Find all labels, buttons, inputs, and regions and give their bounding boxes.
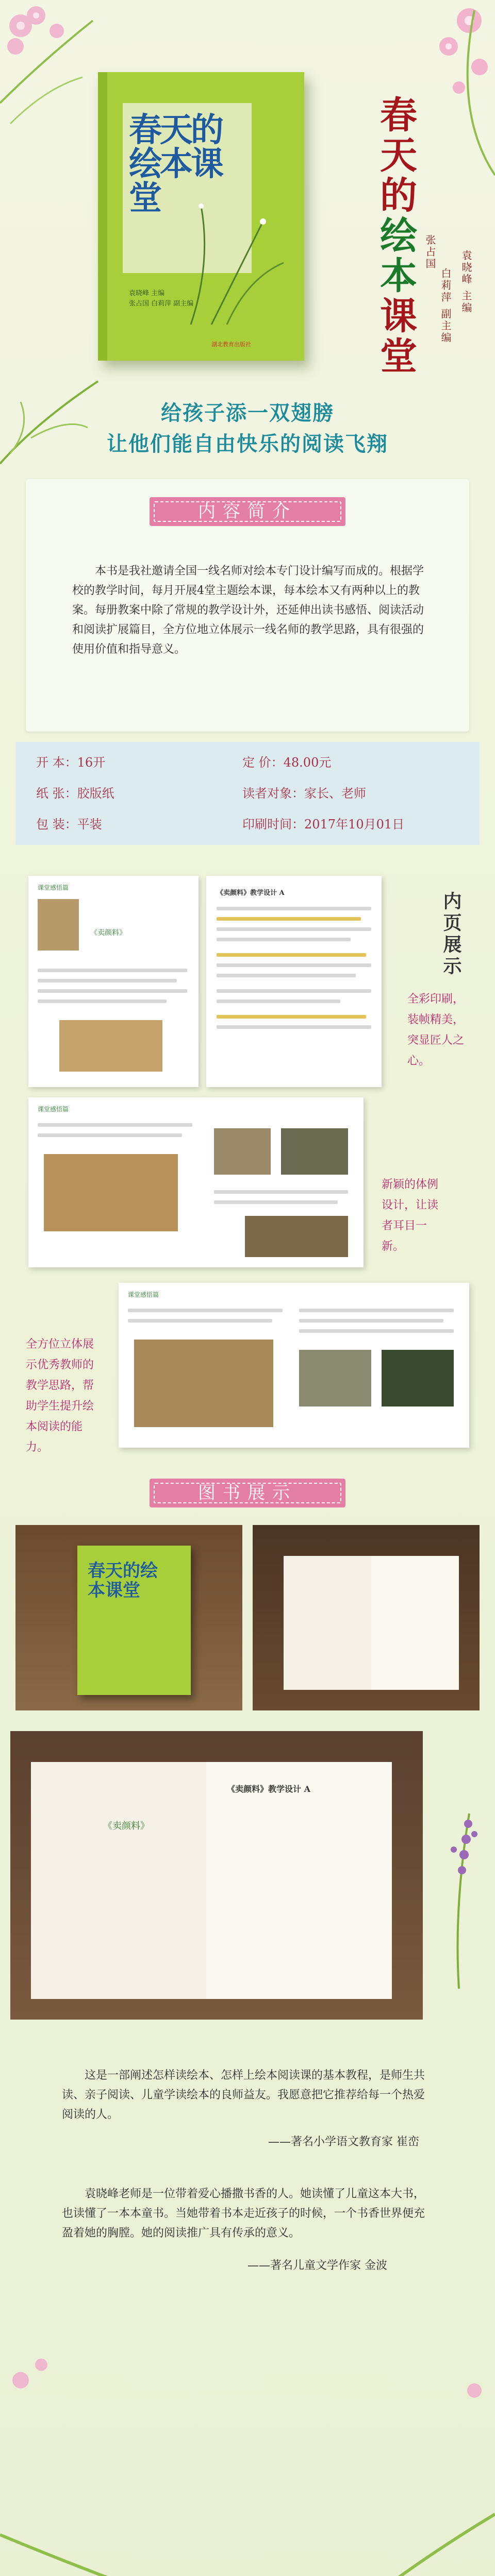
text-line bbox=[214, 1200, 338, 1204]
slogan-line-1: 给孩子添一双翅膀 bbox=[161, 401, 334, 425]
inner-page-4-photo-c bbox=[382, 1350, 454, 1406]
cover-author-line-2: 张占国 白莉萍 副主编 bbox=[129, 300, 194, 308]
intro-heading bbox=[150, 497, 345, 526]
spec-paper: 纸 张：胶版纸 bbox=[36, 786, 114, 801]
text-line bbox=[38, 1133, 182, 1137]
text-line bbox=[217, 953, 366, 957]
text-line bbox=[217, 927, 371, 931]
display-closeup-page-left bbox=[31, 1762, 206, 1999]
inner-page-4-photo-b bbox=[299, 1350, 371, 1406]
inner-note-right-2: 新颖的体例设计，让读者耳目一新。 bbox=[382, 1178, 439, 1253]
text-line bbox=[128, 1319, 272, 1323]
quote-2-text: 袁晓峰老师是一位带着爱心播撒书香的人。她读懂了儿童这本大书，也读懂了一本本童书。当她带着书本走近孩子的时候，一个书香世界便充盈着她的胸膛。她的阅读推广具有传承的意义。 bbox=[62, 2188, 425, 2240]
spec-price: 定 价：48.00元 bbox=[242, 755, 332, 770]
text-line bbox=[217, 938, 351, 941]
leaf-decoration-bottom-icon bbox=[0, 2318, 495, 2576]
vertical-author-2: 张占国 bbox=[424, 234, 436, 270]
text-line bbox=[38, 969, 187, 972]
inner-page-2 bbox=[206, 876, 382, 1087]
text-line bbox=[217, 1025, 371, 1029]
text-line bbox=[214, 1190, 348, 1194]
text-line bbox=[217, 999, 340, 1003]
text-line bbox=[38, 989, 187, 993]
intro-heading-text: 内容简介 bbox=[198, 501, 297, 522]
inner-page-4 bbox=[119, 1283, 469, 1448]
vertical-title-part-c: 课堂 bbox=[374, 296, 418, 377]
display-photo-page-closeup bbox=[10, 1731, 423, 2020]
vertical-book-title bbox=[371, 95, 418, 377]
inner-page-3-header: 课堂感悟篇 bbox=[38, 1106, 69, 1113]
slogan-line-2: 让他们能自由快乐的阅读飞翔 bbox=[107, 432, 388, 456]
text-line bbox=[299, 1319, 443, 1323]
vertical-author-3: 白莉萍 副主编 bbox=[439, 268, 452, 344]
inner-page-1-title: 《卖颜料》 bbox=[90, 929, 126, 937]
text-line bbox=[299, 1309, 454, 1312]
spec-readers: 读者对象：家长、老师 bbox=[242, 786, 366, 801]
inner-page-3-photo-c bbox=[281, 1128, 348, 1175]
book-spine bbox=[98, 72, 107, 361]
vertical-title-part-b: 绘本 bbox=[374, 216, 418, 296]
spec-date: 印刷时间：2017年10月01日 bbox=[242, 817, 405, 832]
display-closeup-header: 《卖颜料》教学设计 A bbox=[227, 1784, 310, 1794]
cover-grass-illustration-icon bbox=[180, 201, 294, 325]
text-line bbox=[38, 1123, 192, 1127]
display-book-on-table bbox=[77, 1546, 191, 1695]
inner-page-3-photo-d bbox=[245, 1216, 348, 1257]
spec-binding: 包 装：平装 bbox=[36, 817, 102, 832]
display-cover-title: 春天的绘本课堂 bbox=[88, 1561, 158, 1601]
vertical-title-part-a: 春天的 bbox=[374, 95, 418, 216]
inner-pages-heading: 内页展示 bbox=[440, 891, 462, 978]
display-photo-open-book bbox=[253, 1525, 480, 1710]
inner-page-1-photo bbox=[59, 1020, 162, 1072]
text-line bbox=[217, 963, 371, 967]
inner-page-3 bbox=[28, 1097, 364, 1267]
cover-authors bbox=[129, 289, 193, 309]
cover-title: 春天的绘本课堂 bbox=[129, 111, 222, 217]
vertical-author-1: 袁晓峰 主编 bbox=[460, 250, 472, 314]
cover-author-line-1: 袁晓峰 主编 bbox=[129, 290, 165, 297]
quote-1-text: 这是一部阐述怎样读绘本、怎样上绘本阅读课的基本教程，是师生共读、亲子阅读、儿童学读绘本的良师益友。我愿意把它推荐给每一个热爱阅读的人。 bbox=[62, 2069, 425, 2121]
inner-note-right-1: 全彩印刷，装帧精美，突显匠人之心。 bbox=[407, 993, 465, 1067]
cover-publisher: 湖北教育出版社 bbox=[211, 341, 251, 348]
inner-page-3-photo-a bbox=[44, 1154, 178, 1231]
display-photo-cover bbox=[15, 1525, 242, 1710]
inner-note-left: 全方位立体展示优秀教师的教学思路，帮助学生提升绘本阅读的能力。 bbox=[26, 1338, 94, 1454]
display-open-page-left bbox=[284, 1556, 371, 1690]
display-heading-text: 图书展示 bbox=[198, 1483, 297, 1503]
inner-page-1-image bbox=[38, 899, 79, 951]
display-heading bbox=[150, 1479, 345, 1507]
display-closeup-title: 《卖颜料》 bbox=[103, 1821, 150, 1832]
lavender-decoration-icon bbox=[423, 1803, 495, 1989]
quote-2-author: ——著名儿童文学作家 金波 bbox=[248, 2259, 387, 2272]
display-open-page-right bbox=[371, 1556, 459, 1690]
text-line bbox=[38, 999, 167, 1003]
text-line bbox=[217, 907, 371, 910]
text-line bbox=[217, 1015, 366, 1019]
text-line bbox=[217, 974, 356, 977]
spec-format: 开 本：16开 bbox=[36, 755, 106, 770]
inner-page-4-header: 课堂感悟篇 bbox=[128, 1291, 159, 1298]
display-closeup-page-right bbox=[206, 1762, 392, 1999]
text-line bbox=[38, 979, 177, 982]
text-line bbox=[299, 1329, 454, 1333]
quote-1-author: ——著名小学语文教育家 崔峦 bbox=[268, 2136, 419, 2148]
text-line bbox=[217, 917, 361, 921]
inner-page-1-header: 课堂感悟篇 bbox=[38, 884, 69, 891]
intro-text: 本书是我社邀请全国一线名师对绘本专门设计编写而成的。根据学校的教学时间，每月开展4堂主题绘本课，每本绘本又有两种以上的教案。每册教案中除了常规的教学设计外，还延伸出读书感悟、阅读活动和阅读扩展篇目，全方位地立体展示一线名师的教学思路，具有很强的使用价值和指导意义。 bbox=[72, 565, 424, 656]
inner-page-4-photo-a bbox=[134, 1340, 273, 1427]
text-line bbox=[217, 989, 371, 993]
book-cover bbox=[98, 72, 304, 361]
inner-page-3-photo-b bbox=[214, 1128, 271, 1175]
text-line bbox=[128, 1309, 283, 1312]
inner-page-2-header: 《卖颜料》教学设计 A bbox=[217, 889, 285, 897]
inner-page-1 bbox=[28, 876, 199, 1087]
